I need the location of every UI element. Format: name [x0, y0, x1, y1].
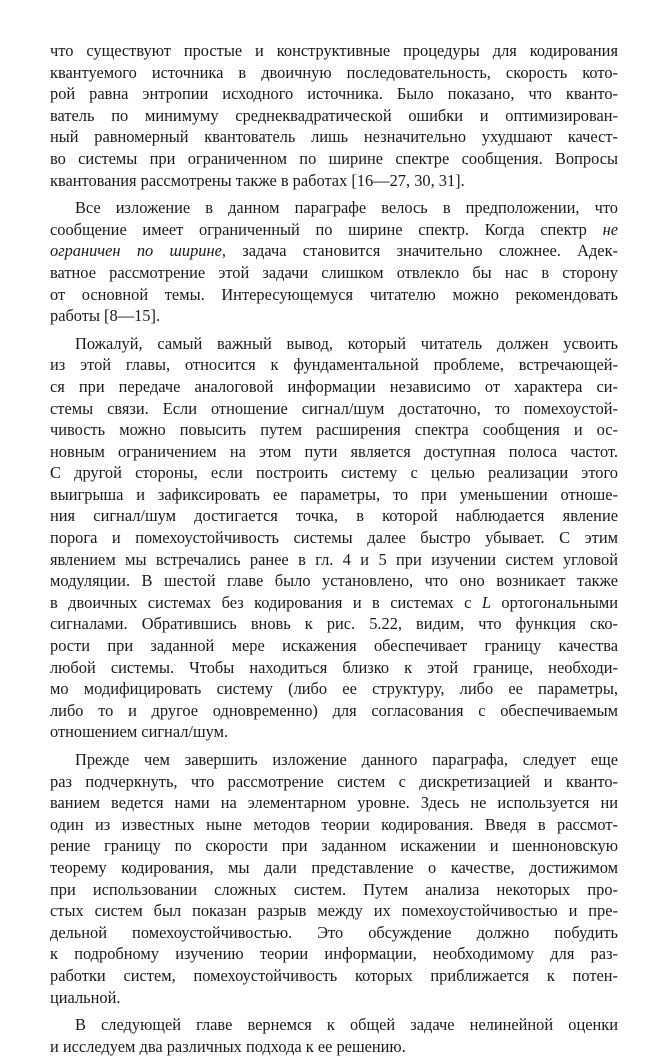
text-line: В следующей главе вернемся к общей задаче нелинейной оценки	[75, 1015, 618, 1035]
text-line: Пожалуй, самый важный вывод, который читатель должен усвоить	[75, 333, 618, 353]
text-line: явлением мы встречались ранее в гл. 4 и 5 при изучении систем угловой	[50, 549, 618, 569]
text-line: работы [8—15].	[50, 306, 161, 326]
paragraph-next-chapter	[50, 1014, 618, 1057]
text-line: ся при передаче аналоговой информации независимо от характера си-	[50, 376, 618, 396]
text-line: новным ограничением на этом пути является доступная полоса частот.	[50, 441, 618, 461]
math-symbol: L	[481, 592, 491, 612]
paragraph-main-conclusion	[50, 333, 618, 743]
text-line: С другой стороны, если построить систему с целью реализации этого	[50, 463, 618, 483]
text-line: стых систем был показан разрыв между их помехоустойчивостью и пре-	[50, 901, 618, 921]
text-line	[50, 219, 618, 241]
body-text	[50, 40, 618, 1057]
text-line: раз подчеркнуть, что рассмотрение систем с дискретизацией и кванто-	[50, 771, 618, 791]
text-line: модуляции. В шестой главе было установлено, что оно возникает также	[50, 571, 618, 591]
text-line: Прежде чем завершить изложение данного параграфа, следует еще	[75, 750, 618, 769]
text-line: выигрыша и зафиксировать ее параметры, то при уменьшении отноше-	[50, 484, 618, 504]
text-line: к подробному изучению теории информации, необходимому для раз-	[50, 944, 618, 964]
text-line: рой равна энтропии исходного источника. Было показано, что кванто-	[50, 84, 618, 104]
text-line: работки систем, помехоустойчивость которых приближается к потен-	[50, 965, 618, 985]
text-span: сообщение имеет ограниченный по ширине спектр. Когда спектр	[50, 219, 603, 239]
text-line: рение границу по скорости при заданном искажении и шенноновскую	[50, 836, 618, 856]
text-line: ватное рассмотрение этой задачи слишком отвлекло бы нас в сторону	[50, 262, 618, 282]
paragraph-quantization	[50, 40, 618, 191]
text-line: во системы при ограниченном по ширине спектре сообщения. Вопросы	[50, 148, 618, 168]
text-line: порога и помехоустойчивость системы далее быстро убывает. С этим	[50, 528, 618, 548]
text-line: ванием ведется нами на элементарном уровне. Здесь не используется ни	[50, 793, 618, 813]
paragraph-limited-spectrum	[50, 197, 618, 327]
text-line: ный равномерный квантователь лишь незначительно ухудшают качест-	[50, 127, 618, 147]
text-line: стемы связи. Если отношение сигнал/шум достаточно, то помехоустой-	[50, 398, 618, 418]
text-line: теорему кодирования, мы дали представление о качестве, достижимом	[50, 857, 618, 877]
text-line	[50, 592, 618, 614]
text-span: , задача становится значительно сложнее. Адек-	[221, 241, 618, 261]
text-line: сигналами. Обратившись вновь к рис. 5.22, видим, что функция ско-	[50, 614, 618, 634]
emphasis-text: не	[602, 219, 618, 239]
text-span: в двоичных системах без кодирования и в системах с	[50, 592, 482, 612]
text-line: любой системы. Чтобы находиться близко к этой границе, необходи-	[50, 657, 618, 677]
text-line: либо то и другое одновременно) для согласования с обеспечиваемым	[50, 700, 618, 720]
text-line: отношением сигнал/шум.	[50, 722, 229, 742]
text-line: при использовании сложных систем. Путем анализа некоторых про-	[50, 879, 618, 899]
text-line: мо модифицировать систему (либо ее структуру, либо ее параметры,	[50, 679, 618, 699]
text-line: рости при заданной мере искажения обеспечивает границу качества	[50, 636, 618, 656]
text-line: от основной темы. Интересующемуся читателю можно рекомендовать	[50, 284, 618, 304]
text-line: квантования рассмотрены также в работах [16—27, 30, 31].	[50, 170, 465, 190]
text-line: и исследуем два различных подхода к ее решению.	[50, 1036, 406, 1056]
text-line: циальной.	[50, 987, 121, 1007]
text-line: квантуемого источника в двоичную последовательность, скорость кото-	[50, 62, 618, 82]
text-line: ватель по минимуму среднеквадратической ошибки и оптимизирован-	[50, 105, 618, 125]
text-line: Все изложение в данном параграфе велось в предположении, что	[75, 198, 618, 218]
emphasis-text: ограничен по ширине	[50, 241, 222, 261]
text-line: из этой главы, относится к фундаментальной проблеме, встречающей-	[50, 355, 618, 375]
text-span: ортогональными	[490, 592, 618, 612]
paragraph-emphasis	[50, 749, 618, 1008]
text-line: дельной помехоустойчивостью. Это обсуждение должно побудить	[50, 922, 618, 942]
text-line	[50, 240, 618, 262]
text-line: чивость можно повысить путем расширения спектра сообщения и ос-	[50, 420, 618, 440]
text-line: что существуют простые и конструктивные процедуры для кодирования	[50, 41, 618, 60]
text-line: ния сигнал/шум достигается точка, в которой наблюдается явление	[50, 506, 618, 526]
text-line: один из известных ныне методов теории кодирования. Введя в рассмот-	[50, 814, 618, 834]
